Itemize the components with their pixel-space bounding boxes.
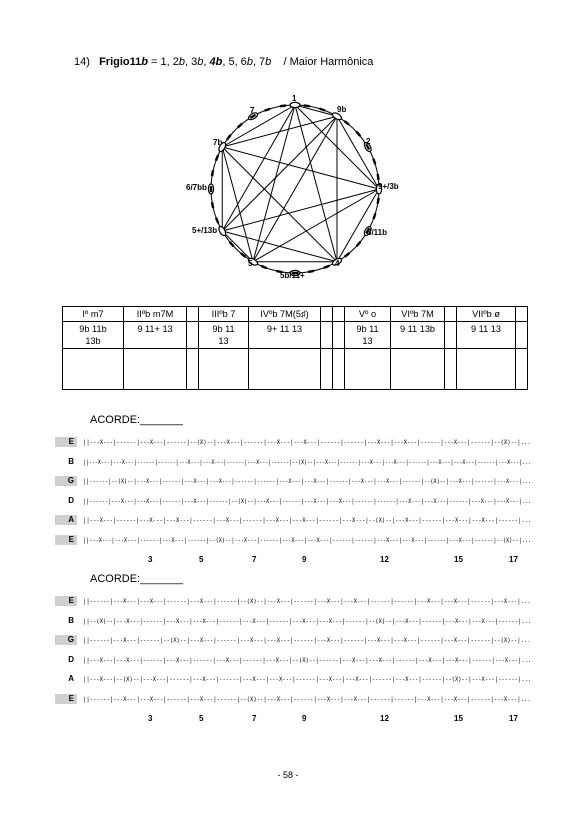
acorde-label-1: ACORDE:_______ xyxy=(90,414,183,426)
chord-header-row xyxy=(63,307,528,322)
fret-number: 3 xyxy=(148,555,153,564)
chord-empty-row xyxy=(63,349,528,390)
interval-line xyxy=(222,116,337,147)
chord-header-2: IIºb m7M xyxy=(124,307,187,322)
string-name: A xyxy=(68,674,74,683)
acorde-label-2: ACORDE:_______ xyxy=(90,573,183,585)
formula-prefix: = 1, 2 xyxy=(148,56,179,68)
chord-header-4: IVºb 7M(5♯) xyxy=(249,307,321,322)
fret-number: 17 xyxy=(509,555,518,564)
string-tab-line: ||---X---|---X---|------|---X---|------|---X---|------|---X---|--(X)--|------|---X---|---X---|------|---X---|---X---|------|---X---|... xyxy=(83,655,532,664)
fret-number: 3 xyxy=(148,714,153,723)
chord-tensions-1: 9b 11b 13b xyxy=(63,322,124,349)
string-tab-line: ||--(X)--|---X---|------|---X---|---X---|------|---X---|------|---X---|---X---|------|--(X)--|---X---|------|---X---|---X---|------|... xyxy=(83,616,532,625)
string-name: G xyxy=(55,635,77,645)
chord-tensions-4: 9+ 11 13 xyxy=(249,322,321,349)
interval-line xyxy=(222,231,337,262)
parent-scale: / Maior Harmônica xyxy=(283,56,374,68)
fret-number: 9 xyxy=(302,555,307,564)
tablature-1 xyxy=(55,436,533,586)
circle-label-3-11b: 3/11b xyxy=(367,228,388,237)
string-name: E xyxy=(55,694,77,704)
interval-line xyxy=(222,105,295,231)
string-tab-line: ||---X---|------|---X---|------|--(X)--|---X---|------|---X---|---X---|------|------|---X---|---X---|------|---X---|------|--(X)--|... xyxy=(83,438,531,446)
string-tab-line: ||------|--(X)--|---X---|------|---X---|---X---|------|------|---X---|---X---|------|---X---|---X---|------|--(X)--|---X---|------|---X---|... xyxy=(83,477,532,485)
chord-tensions-2: 9 11+ 13 xyxy=(124,322,187,349)
string-name: E xyxy=(55,535,77,545)
string-tab-line: ||------|---X---|------|--(X)--|---X---|------|---X---|---X---|------|---X---|------|---X---|---X---|------|---X---|------|--(X)--|... xyxy=(83,636,531,644)
scale-number: 14) xyxy=(74,56,90,68)
circle-label-7: 7 xyxy=(250,106,255,115)
circle-label-7b: 7b xyxy=(213,138,223,147)
string-tab-line: ||---X---|---X---|------|------|---X---|---X---|------|---X---|------|--(X)--|---X---|------|---X---|---X---|------|---X---|---X---|------|---X---|... xyxy=(83,457,532,466)
interval-line xyxy=(253,116,337,261)
circle-label-9-3b: 9+/3b xyxy=(378,182,399,191)
string-name: A xyxy=(55,515,77,525)
string-name: D xyxy=(68,654,74,664)
string-tab-line: ||---X---|--(X)--|---X---|------|---X---|------|---X---|---X---|------|---X---|---X---|------|---X---|------|--(X)--|---X---|------|... xyxy=(83,675,532,683)
interval-line xyxy=(337,189,379,262)
tablature-2 xyxy=(55,595,533,725)
page-number: - 58 - xyxy=(277,770,299,780)
string-name: B xyxy=(68,456,74,466)
fret-number: 12 xyxy=(380,555,389,564)
fret-number: 5 xyxy=(199,714,204,723)
string-tab-line: ||---X---|---X---|------|---X---|------|--(X)--|---X---|------|---X---|---X---|------|------|---X---|---X---|------|---X---|------|--(X)--|... xyxy=(83,535,532,544)
interval-line xyxy=(295,105,337,262)
interval-line xyxy=(222,105,295,147)
string-tab-line: ||---X---|------|---X---|---X---|------|---X---|------|---X---|---X---|------|---X---|--(X)--|---X---|------|---X---|---X---|------|... xyxy=(83,516,532,524)
circle-label-5b-11: 5b/11+ xyxy=(280,271,305,280)
circle-label-1: 1 xyxy=(292,94,297,103)
fret-number: 7 xyxy=(252,555,257,564)
circle-label-2: 2 xyxy=(366,137,371,146)
note-marker xyxy=(290,102,300,107)
chord-tensions-5: 9b 11 13 xyxy=(345,322,391,349)
chord-header-7: VIIºb ø xyxy=(457,307,516,322)
chord-header-1: Iº m7 xyxy=(63,307,124,322)
scale-arc xyxy=(227,105,286,139)
interval-lines xyxy=(222,105,379,262)
string-name: E xyxy=(55,437,77,447)
interval-line xyxy=(253,189,379,262)
fret-number: 17 xyxy=(509,714,518,723)
fret-number: 5 xyxy=(199,555,204,564)
string-name: E xyxy=(55,596,77,606)
chord-tension-row xyxy=(63,322,528,349)
interval-circle-diagram xyxy=(180,90,420,290)
scale-arc xyxy=(227,238,246,257)
circle-label-9b: 9b xyxy=(337,105,347,114)
fret-number: 9 xyxy=(302,714,307,723)
chord-tensions-6: 9 11 13b xyxy=(391,322,445,349)
fret-number: 15 xyxy=(454,714,463,723)
string-name: D xyxy=(68,495,74,505)
fret-number: 15 xyxy=(454,555,463,564)
circle-label-5: 5 xyxy=(248,259,253,268)
circle-label-6-7bb: 6/7bb xyxy=(186,183,207,192)
fret-number: 12 xyxy=(380,714,389,723)
chord-header-6: VIºb 7M xyxy=(391,307,445,322)
string-tab-line: ||------|---X---|---X---|------|---X---|------|--(X)--|---X---|------|---X---|---X---|------|------|---X---|---X---|------|---X---|---X---|... xyxy=(83,496,532,505)
circle-label-5-13b: 5+/13b xyxy=(192,226,218,235)
chord-tensions-7: 9 11 13 xyxy=(457,322,516,349)
fret-number: 7 xyxy=(252,714,257,723)
chord-header-5: Vº o xyxy=(345,307,391,322)
chord-header-3: IIIºb 7 xyxy=(199,307,249,322)
chord-tensions-3: 9b 11 13 xyxy=(199,322,249,349)
string-name: G xyxy=(55,476,77,486)
string-tab-line: ||------|---X---|---X---|------|---X---|------|--(X)--|---X---|------|---X---|---X---|------|------|---X---|---X---|------|---X---|... xyxy=(83,694,531,703)
chord-table xyxy=(62,306,528,390)
string-name: B xyxy=(68,615,74,625)
scale-name: Frigio11b xyxy=(99,56,148,68)
circle-label-4: 4 xyxy=(335,259,340,268)
formula-bold-degree: 4b xyxy=(209,56,223,68)
string-tab-line: ||------|---X---|---X---|------|---X---|------|--(X)--|---X---|------|---X---|---X---|------|------|---X---|---X---|------|---X---|... xyxy=(83,597,531,605)
scale-heading: 14) Frigio11b = 1, 2b, 3b, 4b, 5, 6b, 7b / Maior Harmônica xyxy=(74,56,374,68)
